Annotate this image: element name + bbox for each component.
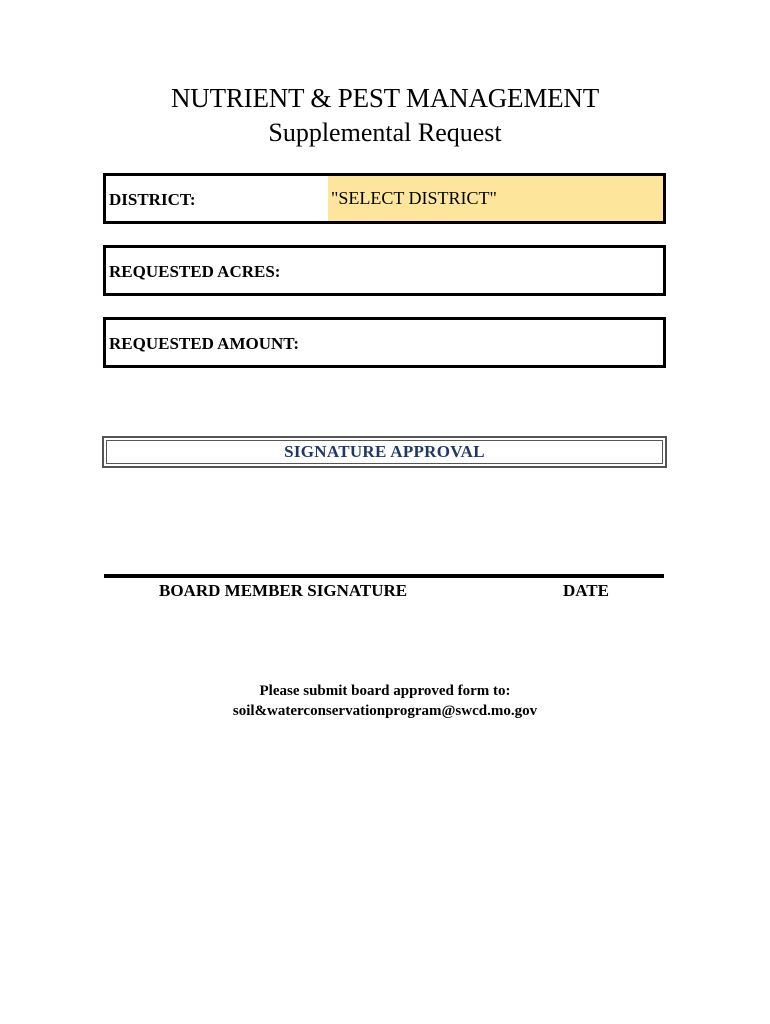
district-dropdown-value: "SELECT DISTRICT" xyxy=(331,188,497,208)
requested-amount-row xyxy=(103,317,666,368)
date-label: DATE xyxy=(563,581,609,600)
form-subtitle: Supplemental Request xyxy=(268,118,502,147)
form-title: NUTRIENT & PEST MANAGEMENT xyxy=(170,83,600,113)
signature-approval-header xyxy=(102,436,667,468)
requested-acres-input[interactable] xyxy=(316,251,660,291)
requested-acres-label: REQUESTED ACRES: xyxy=(109,262,281,281)
district-label: DISTRICT: xyxy=(109,190,196,209)
requested-amount-input[interactable] xyxy=(316,323,660,363)
requested-amount-label: REQUESTED AMOUNT: xyxy=(109,334,300,353)
board-member-signature-label: BOARD MEMBER SIGNATURE xyxy=(159,581,408,600)
signature-line[interactable] xyxy=(104,574,664,578)
district-row xyxy=(103,173,666,224)
submit-email: soil&waterconservationprogram@swcd.mo.gov xyxy=(232,703,538,719)
submit-instruction: Please submit board approved form to: xyxy=(259,683,511,699)
requested-acres-row xyxy=(103,245,666,296)
district-dropdown[interactable] xyxy=(328,176,663,221)
signature-approval-heading: SIGNATURE APPROVAL xyxy=(106,440,663,464)
